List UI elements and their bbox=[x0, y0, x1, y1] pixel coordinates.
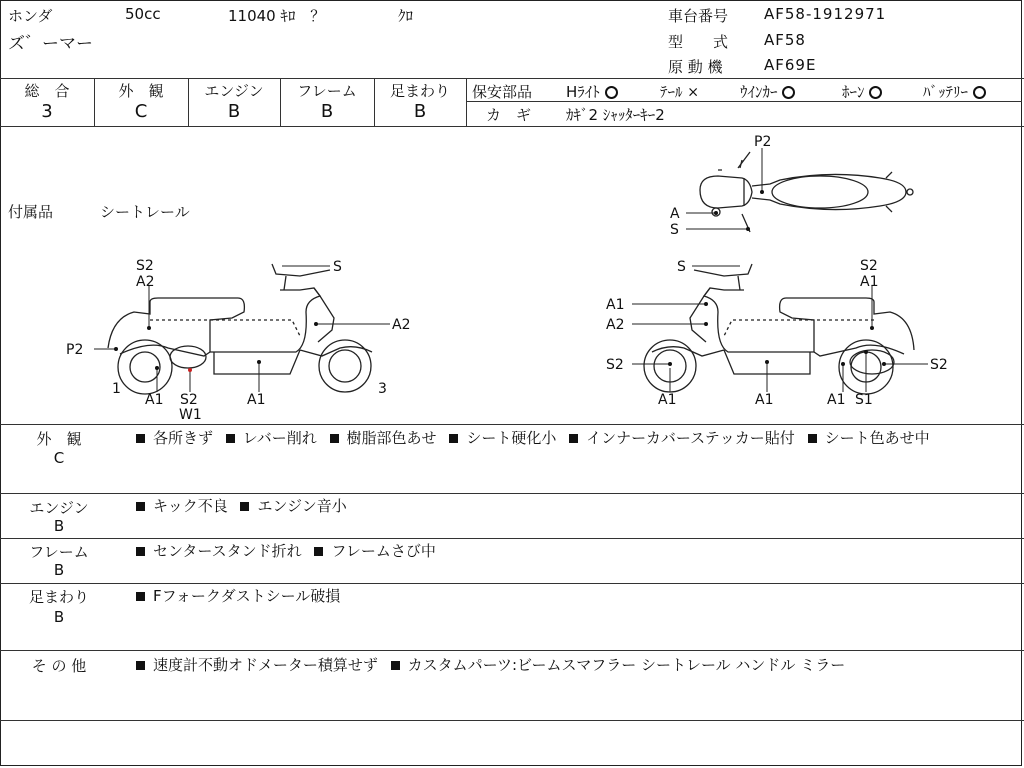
comment-item: センタースタンド折れ bbox=[136, 542, 302, 560]
color: ｸﾛ bbox=[398, 7, 414, 25]
safety-item-headlight bbox=[566, 81, 618, 102]
diagram-label: A1 bbox=[755, 392, 774, 408]
comment-item: エンジン音小 bbox=[240, 497, 346, 515]
comment-item: 樹脂部色あせ bbox=[330, 429, 437, 447]
safety-item-horn bbox=[842, 81, 882, 102]
square-bullet-icon bbox=[136, 502, 145, 511]
grade-total-label: 総 合 bbox=[24, 82, 70, 100]
damage-diagram bbox=[0, 126, 1024, 424]
diagram-label: A1 bbox=[827, 392, 846, 408]
section-other-title: そ の 他 bbox=[31, 657, 87, 675]
divider bbox=[0, 78, 1024, 79]
square-bullet-icon bbox=[808, 434, 817, 443]
divider bbox=[0, 583, 1024, 584]
square-bullet-icon bbox=[330, 434, 339, 443]
diagram-label: S bbox=[677, 259, 686, 275]
diagram-label: S2 bbox=[136, 258, 154, 274]
diagram-label: 1 bbox=[112, 381, 121, 397]
diagram-label: W1 bbox=[179, 407, 202, 423]
cross-mark-icon: × bbox=[687, 84, 700, 101]
comment-item: シート色あせ中 bbox=[808, 429, 930, 447]
diagram-label: S2 bbox=[860, 258, 878, 274]
section-frame-title: フレーム bbox=[29, 543, 89, 561]
comment-item: Fフォークダストシール破損 bbox=[136, 587, 340, 605]
frame-no-label: 車台番号 bbox=[668, 7, 729, 25]
section-frame-grade: B bbox=[53, 561, 65, 579]
grade-suspension-value: B bbox=[413, 101, 427, 122]
section-other-body bbox=[136, 654, 1016, 676]
grade-total-value: 3 bbox=[41, 101, 53, 122]
damage-points bbox=[114, 190, 886, 372]
diagram-label: A2 bbox=[392, 317, 411, 333]
comment-item: インナーカバーステッカー貼付 bbox=[569, 429, 795, 447]
diagram-label: A1 bbox=[860, 274, 879, 290]
scooter-top-view bbox=[700, 152, 913, 232]
section-exterior-grade: C bbox=[53, 449, 65, 467]
grade-engine-value: B bbox=[227, 101, 241, 122]
square-bullet-icon bbox=[136, 434, 145, 443]
square-bullet-icon bbox=[569, 434, 578, 443]
diagram-label: A2 bbox=[606, 317, 625, 333]
safety-item-name: ﾎｰﾝ bbox=[842, 83, 865, 101]
square-bullet-icon bbox=[226, 434, 235, 443]
key-value: ｶｷﾞ2 ｼｬｯﾀｰｷｰ2 bbox=[566, 106, 665, 124]
grade-engine-label: エンジン bbox=[204, 82, 264, 100]
square-bullet-icon bbox=[391, 661, 400, 670]
safety-label: 保安部品 bbox=[472, 83, 533, 101]
safety-item-name: Hﾗｲﾄ bbox=[566, 83, 600, 101]
diagram-label: S bbox=[670, 222, 679, 238]
comment-item: レバー削れ bbox=[226, 429, 317, 447]
comment-item: フレームさび中 bbox=[314, 542, 435, 560]
comment-item: 速度計不動オドメーター積算せず bbox=[136, 656, 378, 674]
type-value: AF58 bbox=[764, 31, 806, 49]
accessories-label: 付属品 bbox=[8, 203, 54, 221]
section-frame-body bbox=[136, 540, 1016, 562]
square-bullet-icon bbox=[136, 592, 145, 601]
grade-frame-label: フレーム bbox=[297, 82, 357, 100]
square-bullet-icon bbox=[240, 502, 249, 511]
diagram-label: A1 bbox=[606, 297, 625, 313]
model-name: ズ゛ーマー bbox=[8, 34, 93, 54]
safety-item-name: ﾃｰﾙ bbox=[660, 83, 683, 101]
diagram-label: A1 bbox=[247, 392, 266, 408]
comment-item: キック不良 bbox=[136, 497, 228, 515]
mileage-note: ？ bbox=[310, 7, 326, 25]
diagram-label: A2 bbox=[136, 274, 155, 290]
divider bbox=[0, 424, 1024, 425]
safety-item-name: ﾊﾞｯﾃﾘｰ bbox=[923, 83, 969, 101]
divider bbox=[0, 720, 1024, 721]
safety-item-winker bbox=[740, 81, 795, 102]
divider bbox=[0, 493, 1024, 494]
maker: ホンダ bbox=[8, 7, 53, 25]
section-exterior-body bbox=[136, 427, 1016, 449]
grade-exterior-value: C bbox=[134, 101, 148, 122]
mileage-value: 11040 bbox=[228, 7, 276, 25]
square-bullet-icon bbox=[136, 547, 145, 556]
safety-item-battery bbox=[923, 81, 986, 102]
diagram-label: P2 bbox=[754, 134, 772, 150]
engine-label: 原 動 機 bbox=[668, 58, 723, 76]
circle-mark-icon bbox=[782, 86, 795, 99]
divider bbox=[0, 538, 1024, 539]
mileage-unit: ｷﾛ bbox=[280, 7, 296, 25]
grade-suspension-label: 足まわり bbox=[389, 82, 450, 100]
grade-frame-value: B bbox=[320, 101, 334, 122]
section-suspension-title: 足まわり bbox=[28, 588, 89, 606]
circle-mark-icon bbox=[605, 86, 618, 99]
key-label: カ ギ bbox=[486, 106, 532, 124]
comment-item: シート硬化小 bbox=[449, 429, 556, 447]
leader-lines bbox=[94, 148, 928, 392]
displacement: 50cc bbox=[125, 5, 161, 23]
section-engine-body bbox=[136, 495, 1016, 517]
comment-item: カスタムパーツ:ビームスマフラー シートレール ハンドル ミラー bbox=[391, 656, 846, 674]
square-bullet-icon bbox=[136, 661, 145, 670]
diagram-label: A1 bbox=[145, 392, 164, 408]
square-bullet-icon bbox=[449, 434, 458, 443]
diagram-label: A bbox=[670, 206, 680, 222]
diagram-label: S2 bbox=[930, 357, 948, 373]
diagram-label: S1 bbox=[855, 392, 873, 408]
diagram-label: P2 bbox=[66, 342, 84, 358]
frame-no: AF58-1912971 bbox=[764, 5, 887, 23]
section-engine-title: エンジン bbox=[29, 499, 89, 517]
square-bullet-icon bbox=[314, 547, 323, 556]
mileage bbox=[228, 5, 325, 26]
section-suspension-body bbox=[136, 585, 1016, 607]
divider bbox=[466, 78, 467, 126]
comment-item: 各所きず bbox=[136, 429, 213, 447]
grade-exterior-label: 外 観 bbox=[118, 82, 164, 100]
diagram-label: A1 bbox=[658, 392, 677, 408]
engine-value: AF69E bbox=[764, 56, 817, 74]
type-label: 型 式 bbox=[668, 33, 729, 51]
divider bbox=[0, 650, 1024, 651]
accessories-value: シートレール bbox=[100, 203, 190, 221]
safety-item-name: ｳｲﾝｶｰ bbox=[740, 83, 778, 101]
diagram-label: S2 bbox=[606, 357, 624, 373]
diagram-label: S bbox=[333, 259, 342, 275]
diagram-label: 3 bbox=[378, 381, 387, 397]
section-exterior-title: 外 観 bbox=[36, 430, 82, 448]
diagram-label: S2 bbox=[180, 392, 198, 408]
safety-item-tail bbox=[660, 81, 699, 102]
section-engine-grade: B bbox=[53, 517, 65, 535]
circle-mark-icon bbox=[973, 86, 986, 99]
section-suspension-grade: B bbox=[53, 608, 65, 626]
circle-mark-icon bbox=[869, 86, 882, 99]
